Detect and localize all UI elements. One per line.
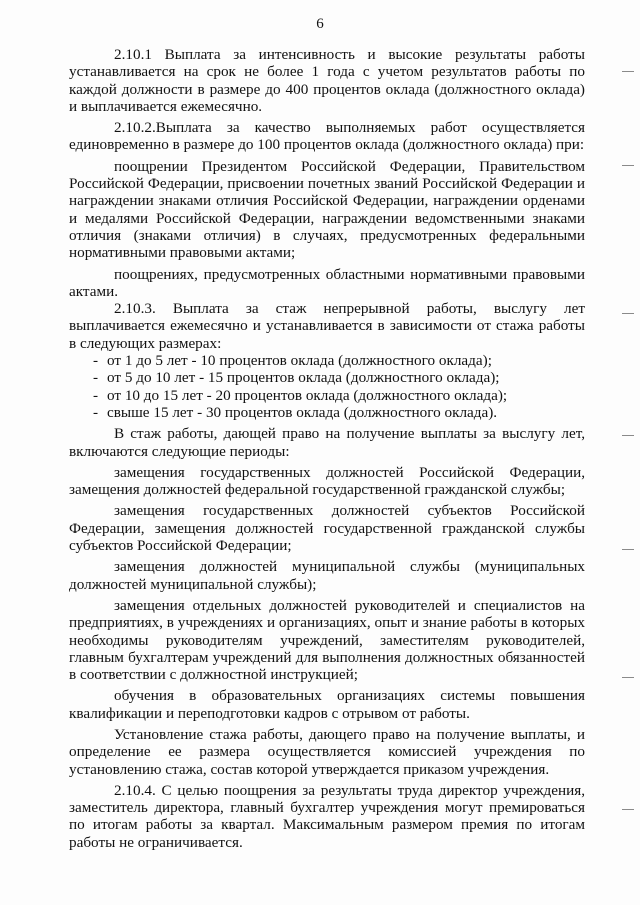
paragraph-2-10-4: 2.10.4. С целью поощрения за результаты труда директор учреждения, заместитель директора, главный бухгалтер учреждения могут премироваться по итогам работы за квартал. Максимальным размером премия по итогам работы не ограничивается. [69,781,585,851]
scan-mark [622,435,634,436]
scan-mark [622,71,634,72]
paragraph-federal-awards: поощрении Президентом Российской Федерации, Правительством Российской Федерации, присвоении почетных званий Российской Федерации и награждении знаками отличия Российской Федерации, награждении орденами и медалями Российской Федерации, награждении ведомственными знаками отличия (знаками отличия) в случаях, предусмотренных федеральными нормативными правовыми актами; [69,157,585,262]
paragraph-enterprise-positions: замещения отдельных должностей руководителей и специалистов на предприятиях, в учреждениях и организациях, опыт и знание работы в которых необходимы руководителям учреждений, заместителям руководителей, главным бухгалтерам учреждений для выполнения должностных обязанностей в соответствии с должностной инструкцией; [69,596,585,684]
scan-mark [622,677,634,678]
paragraph-municipal-service: замещения должностей муниципальной службы (муниципальных должностей муниципальной службы); [69,558,585,593]
seniority-list [69,352,585,421]
paragraph-commission: Установление стажа работы, дающего право на получение выплаты, и определение ее размера осуществляется комиссией учреждения по установлению стажа, состав которой утверждается приказом учреждения. [69,725,585,778]
list-marker: - [93,352,99,370]
paragraph-regional-awards: поощрениях, предусмотренных областными нормативными правовыми актами. [69,265,585,300]
scan-mark [622,313,634,314]
paragraph-2-10-1: 2.10.1 Выплата за интенсивность и высокие результаты работы устанавливается на срок не более 1 года с учетом результатов работы по каждой должности в размере до 400 процентов оклада (должностного оклада) и выплачивается ежемесячно. [69,46,585,115]
paragraph-regional-service: замещения государственных должностей субъектов Российской Федерации, замещения должностей государственной гражданской службы субъектов Российской Федерации; [69,502,585,555]
paragraph-2-10-3: 2.10.3. Выплата за стаж непрерывной работы, выслугу лет выплачивается ежемесячно и устанавливается в зависимости от стажа работы в следующих размерах: [69,300,585,352]
list-marker: - [93,369,99,387]
list-item [93,352,585,369]
scan-mark [622,809,634,810]
page-number: 6 [316,16,324,32]
paragraph-service-periods: В стаж работы, дающей право на получение выплаты за выслугу лет, включаются следующие периоды: [69,425,585,460]
paragraph-training: обучения в образовательных организациях системы повышения квалификации и переподготовки кадров с отрывом от работы. [69,687,585,722]
list-marker: - [93,386,99,404]
list-item [93,369,585,386]
list-item [93,404,585,421]
list-item-text: от 10 до 15 лет - 20 процентов оклада (должностного оклада); [107,386,508,404]
scan-mark [622,549,634,550]
paragraph-federal-service: замещения государственных должностей Российской Федерации, замещения должностей федеральной государственной гражданской службы; [69,463,585,499]
list-item-text: свыше 15 лет - 30 процентов оклада (должностного оклада). [107,403,498,421]
list-item [93,387,585,404]
document-body [69,46,585,851]
list-marker: - [93,403,99,421]
scan-mark [622,165,634,166]
paragraph-2-10-2: 2.10.2.Выплата за качество выполняемых работ осуществляется единовременно в размере до 100 процентов оклада (должностного оклада) при: [69,119,585,154]
list-item-text: от 1 до 5 лет - 10 процентов оклада (должностного оклада); [107,352,492,370]
list-item-text: от 5 до 10 лет - 15 процентов оклада (должностного оклада); [107,369,500,387]
